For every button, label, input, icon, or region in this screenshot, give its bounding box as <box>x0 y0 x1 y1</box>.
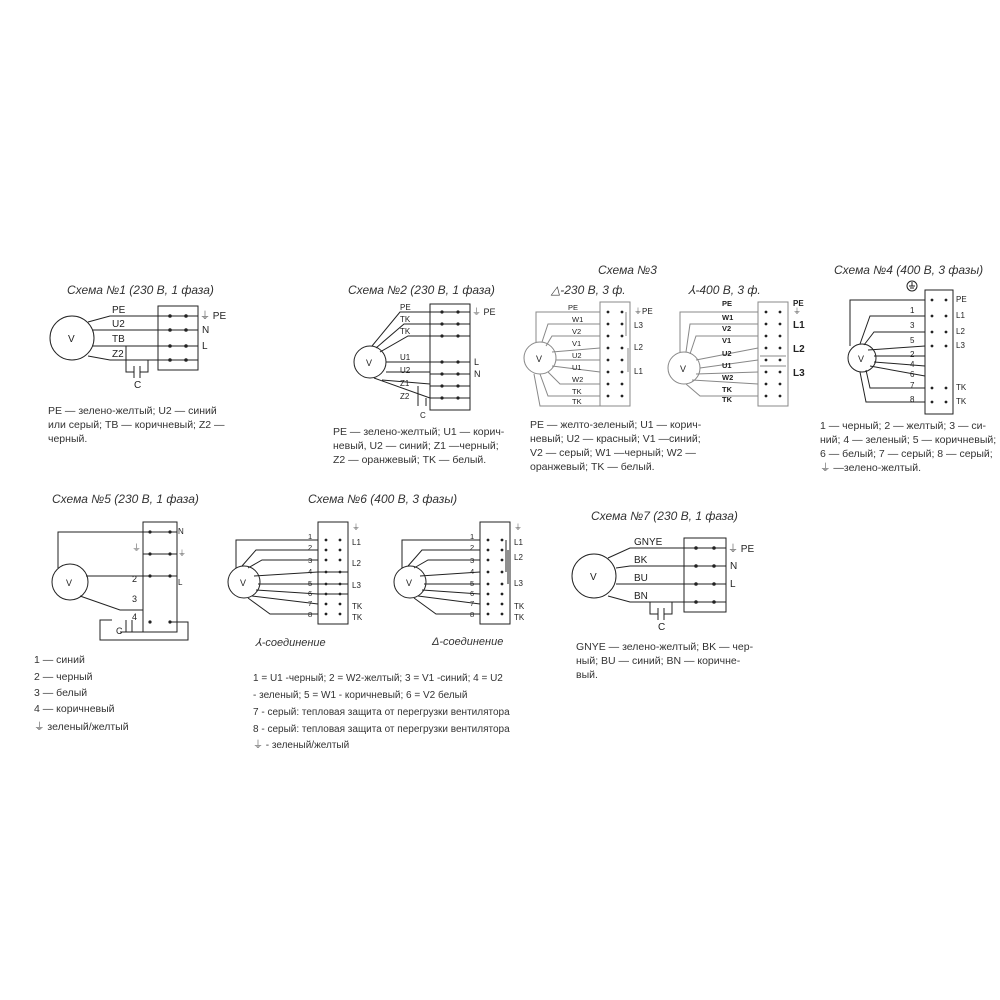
svg-text:2: 2 <box>470 543 475 552</box>
svg-text:V: V <box>240 578 247 588</box>
svg-text:L: L <box>178 578 183 587</box>
svg-text:⏚ PE: ⏚ PE <box>728 544 755 555</box>
svg-text:C: C <box>658 622 666 633</box>
svg-text:1: 1 <box>308 532 313 541</box>
svg-text:W2: W2 <box>722 373 734 382</box>
svg-text:7: 7 <box>910 381 915 390</box>
scheme-6-ground-line: ⏚ - зеленый/желтый <box>253 740 350 751</box>
svg-text:TK: TK <box>514 602 525 611</box>
svg-text:C: C <box>420 411 426 420</box>
svg-text:U1: U1 <box>572 363 582 372</box>
svg-text:⏚: ⏚ <box>793 307 801 316</box>
ground-icon: ⏚ <box>34 721 45 733</box>
svg-text:W1: W1 <box>572 315 584 324</box>
scheme-2-caption: PE — зелено-желтый; U1 — корич- невый, U2 — синий; Z1 —черный; Z2 — оранжевый; TK — белый. <box>333 426 505 466</box>
svg-text:1: 1 <box>470 532 475 541</box>
scheme-3-delta-title: △-230 В, 3 ф. <box>551 283 626 297</box>
svg-text:U1: U1 <box>722 361 732 370</box>
svg-text:L1: L1 <box>793 320 805 331</box>
scheme-1-term-pe: ⏚ PE <box>200 311 227 322</box>
svg-text:V: V <box>66 578 73 588</box>
scheme-7-title: Схема №7 (230 В, 1 фаза) <box>591 509 738 523</box>
svg-text:L2: L2 <box>793 344 805 355</box>
svg-text:TK: TK <box>514 613 525 622</box>
scheme-5-legend-3: 3 — белый <box>34 687 88 699</box>
svg-text:PE: PE <box>400 303 411 312</box>
svg-text:4: 4 <box>132 612 138 622</box>
svg-text:V: V <box>366 358 373 368</box>
scheme-1-cap-label: C <box>134 380 142 391</box>
svg-text:⏚: ⏚ <box>178 549 186 558</box>
svg-text:⏚: ⏚ <box>514 523 522 532</box>
scheme-1-caption: PE — зелено-желтый; U2 — синий или серый; ТВ — коричневый; Z2 — черный. <box>48 405 225 445</box>
svg-text:⏚ PE: ⏚ PE <box>472 307 496 317</box>
svg-text:N: N <box>730 561 738 572</box>
svg-text:L1: L1 <box>956 311 965 320</box>
svg-text:1: 1 <box>910 306 915 315</box>
svg-text:L3: L3 <box>514 579 523 588</box>
svg-text:2: 2 <box>132 574 138 584</box>
svg-text:W2: W2 <box>572 375 584 384</box>
svg-text:7: 7 <box>308 599 313 608</box>
scheme-3-caption: PE — желто-зеленый; U1 — корич- невый; U2 — красный; V1 —синий; V2 — серый; W1 —черный; W2 — оранжевый; TK — белый. <box>530 419 702 473</box>
svg-text:BK: BK <box>634 555 648 566</box>
scheme-1-wire-z2: Z2 <box>112 349 124 360</box>
svg-text:U1: U1 <box>400 353 411 362</box>
svg-text:L1: L1 <box>634 367 643 376</box>
scheme-5-legend-4: 4 — коричневый <box>34 703 115 715</box>
svg-text:C: C <box>116 626 123 636</box>
scheme-7-terminal-block <box>684 538 726 612</box>
svg-text:4: 4 <box>470 567 475 576</box>
scheme-1-wire-u2: U2 <box>112 319 125 330</box>
svg-text:3: 3 <box>470 556 475 565</box>
svg-text:V2: V2 <box>722 324 732 333</box>
svg-text:N: N <box>474 369 481 379</box>
svg-text:TK: TK <box>400 315 411 324</box>
svg-text:3: 3 <box>132 594 138 604</box>
scheme-4-title: Схема №4 (400 В, 3 фазы) <box>834 263 984 277</box>
scheme-6-delta-label: Δ-соединение <box>432 636 504 648</box>
svg-text:6: 6 <box>470 589 475 598</box>
scheme-7-caption: GNYE — зелено-желтый; BK — чер- ный; BU — синий; BN — коричне- вый. <box>576 641 754 681</box>
svg-text:V: V <box>536 354 543 364</box>
svg-text:PE: PE <box>793 299 804 308</box>
svg-text:⏚: ⏚ <box>132 543 142 553</box>
svg-text:W1: W1 <box>722 313 734 322</box>
svg-text:2: 2 <box>910 350 915 359</box>
svg-text:U2: U2 <box>400 366 411 375</box>
scheme-6-caption: 1 = U1 -черный; 2 = W2-желтый; 3 = V1 -синий; 4 = U2 - зеленый; 5 = W1 - коричневый; 6 = V2 белый 7 - серый: тепловая защита от перегрузки вентилятора 8 - серый: тепловая защита от перегрузки вентилятора <box>253 673 510 735</box>
svg-text:5: 5 <box>910 336 915 345</box>
svg-text:L: L <box>730 579 736 590</box>
svg-text:PE: PE <box>956 295 967 304</box>
scheme-1-term-l: L <box>202 341 208 352</box>
svg-text:L3: L3 <box>793 368 805 379</box>
svg-text:N: N <box>178 527 184 536</box>
svg-text:L3: L3 <box>352 581 361 590</box>
svg-text:⏚: ⏚ <box>352 523 360 532</box>
svg-text:L2: L2 <box>956 327 965 336</box>
svg-text:L3: L3 <box>634 321 643 330</box>
scheme-2-title: Схема №2 (230 В, 1 фаза) <box>348 283 495 297</box>
svg-text:GNYE: GNYE <box>634 537 663 548</box>
svg-text:TK: TK <box>572 397 582 406</box>
svg-text:7: 7 <box>470 599 475 608</box>
scheme-6-title: Схема №6 (400 В, 3 фазы) <box>308 492 458 506</box>
svg-text:PE: PE <box>722 299 733 308</box>
svg-text:V: V <box>680 364 687 374</box>
scheme-5-ground-line: ⏚ зеленый/желтый <box>34 721 129 733</box>
svg-text:4: 4 <box>308 567 313 576</box>
svg-text:TK: TK <box>400 327 411 336</box>
svg-text:L2: L2 <box>514 553 523 562</box>
scheme-4-caption: 1 — черный; 2 — желтый; 3 — си- ний; 4 — зеленый; 5 — коричневый; 6 — белый; 7 — серый; 8 — серый; <box>820 420 997 460</box>
svg-text:5: 5 <box>308 579 313 588</box>
scheme-1-title: Схема №1 (230 В, 1 фаза) <box>67 283 214 297</box>
ground-icon: ⏚ <box>820 462 831 474</box>
svg-text:TK: TK <box>352 602 363 611</box>
svg-text:⏚PE: ⏚PE <box>634 307 653 316</box>
svg-text:TK: TK <box>956 383 967 392</box>
svg-text:TK: TK <box>722 385 732 394</box>
svg-text:U2: U2 <box>572 351 582 360</box>
svg-text:8: 8 <box>910 395 915 404</box>
scheme-5-legend-2: 2 — черный <box>34 671 93 683</box>
svg-text:BN: BN <box>634 591 648 602</box>
svg-text:3: 3 <box>308 556 313 565</box>
scheme-6-star-label: ⅄-соединение <box>255 637 326 649</box>
svg-text:TK: TK <box>572 387 582 396</box>
scheme-4-ground-line: ⏚ —зелено-желтый. <box>820 462 921 474</box>
scheme-3-star-title: ⅄-400 В, 3 ф. <box>688 283 761 297</box>
svg-text:L2: L2 <box>352 559 361 568</box>
svg-text:L3: L3 <box>956 341 965 350</box>
scheme-1-wire-pe: PE <box>112 305 126 316</box>
svg-text:L2: L2 <box>634 343 643 352</box>
svg-text:L: L <box>474 357 480 367</box>
svg-text:Z2: Z2 <box>400 392 410 401</box>
svg-text:BU: BU <box>634 573 648 584</box>
scheme-1-term-n: N <box>202 325 210 336</box>
svg-text:V1: V1 <box>722 336 732 345</box>
scheme-5-title: Схема №5 (230 В, 1 фаза) <box>52 492 199 506</box>
svg-text:V: V <box>590 572 597 583</box>
scheme-1-wire-tb: TB <box>112 334 125 345</box>
svg-text:5: 5 <box>470 579 475 588</box>
svg-text:TK: TK <box>956 397 967 406</box>
ground-icon: ⏚ <box>253 740 263 751</box>
svg-text:8: 8 <box>470 610 475 619</box>
svg-text:4: 4 <box>910 360 915 369</box>
scheme-3-title: Схема №3 <box>598 263 657 277</box>
scheme-1-motor-label: V <box>68 334 75 345</box>
svg-text:L1: L1 <box>352 538 361 547</box>
scheme-5-legend-1: 1 — синий <box>34 654 85 666</box>
svg-text:6: 6 <box>910 370 915 379</box>
svg-text:V: V <box>406 578 413 588</box>
svg-text:Z1: Z1 <box>400 379 410 388</box>
svg-text:PE: PE <box>568 303 579 312</box>
svg-text:6: 6 <box>308 589 313 598</box>
svg-text:TK: TK <box>722 395 732 404</box>
svg-text:2: 2 <box>308 543 313 552</box>
svg-text:3: 3 <box>910 321 915 330</box>
svg-text:TK: TK <box>352 613 363 622</box>
svg-text:V2: V2 <box>572 327 582 336</box>
svg-text:8: 8 <box>308 610 313 619</box>
svg-text:L1: L1 <box>514 538 523 547</box>
svg-text:V: V <box>858 354 865 364</box>
svg-text:V1: V1 <box>572 339 582 348</box>
svg-text:U2: U2 <box>722 349 732 358</box>
